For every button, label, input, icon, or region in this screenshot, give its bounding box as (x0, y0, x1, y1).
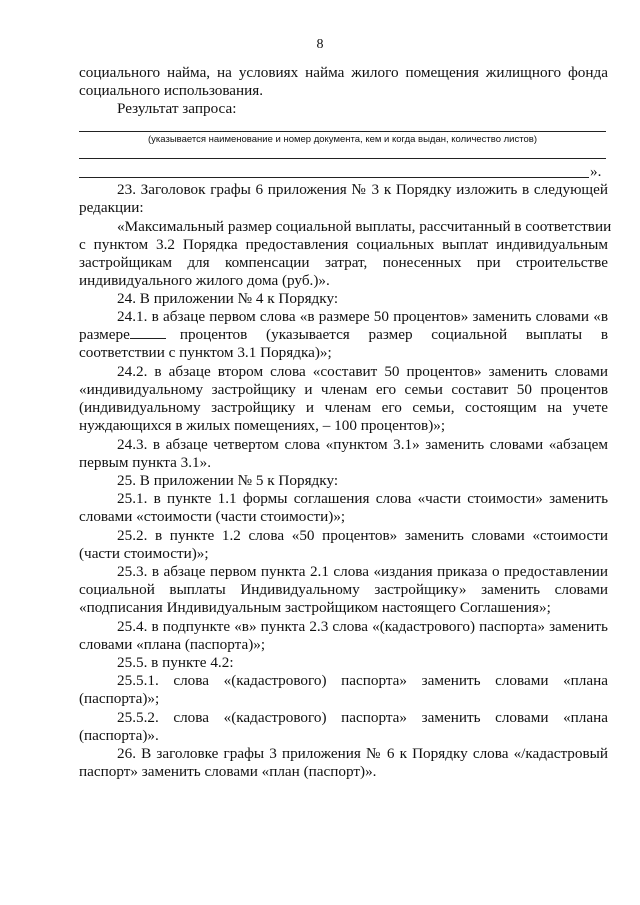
paragraph-25-5-1: 25.5.1. слова «(кадастрового) паспорта» заменить словами «плана (117, 672, 608, 689)
quote-line: с пунктом 3.2 Порядка предоставления социальных выплат индивидуальным (79, 236, 608, 253)
text-line: нуждающихся в жилых помещениях, – 100 процентов)»; (79, 417, 446, 434)
paragraph-24: 24. В приложении № 4 к Порядку: (117, 290, 339, 307)
paragraph-24-3: 24.3. в абзаце четвертом слова «пунктом 3.1» заменить словами «абзацем (117, 436, 608, 453)
quote-line: «Максимальный размер социальной выплаты, рассчитанный в соответствии (117, 218, 612, 235)
paragraph-24-2: 24.2. в абзаце втором слова «составит 50 процентов» заменить словами (117, 363, 608, 380)
paragraph-25-1: 25.1. в пункте 1.1 формы соглашения слова «части стоимости» заменить (117, 490, 608, 507)
paragraph-25: 25. В приложении № 5 к Порядку: (117, 472, 339, 489)
text-line: (паспорта)»; (79, 690, 160, 707)
blank-rule (79, 131, 606, 132)
blank-field (130, 326, 166, 339)
paragraph-23: 23. Заголовок графы 6 приложения № 3 к Порядку изложить в следующей (117, 181, 608, 198)
blank-rule (79, 158, 606, 159)
text-line: «подписания Индивидуальным застройщиком настоящего Соглашения»; (79, 599, 551, 616)
paragraph-25-4: 25.4. в подпункте «в» пункта 2.3 слова «(кадастрового) паспорта» заменить (117, 618, 608, 635)
text-line: «индивидуальному застройщику и членам его семьи составит 50 процентов (79, 381, 608, 398)
quote-line: застройщикам для компенсации затрат, понесенных при строительстве (79, 254, 608, 271)
closing-quote: ». (590, 163, 602, 180)
quote-line: индивидуального жилого дома (руб.)». (79, 272, 330, 289)
query-result-label: Результат запроса: (117, 100, 237, 117)
paragraph-25-5-2: 25.5.2. слова «(кадастрового) паспорта» заменить словами «плана (117, 709, 608, 726)
blank-rule (79, 177, 589, 178)
page-number: 8 (316, 37, 324, 52)
text-line: социального использования. (79, 82, 264, 99)
text-line: (паспорта)». (79, 727, 159, 744)
text-fragment: процентов (указывается размер социальной выплаты в (179, 326, 608, 343)
text-line: словами «плана (паспорта)»; (79, 636, 266, 653)
text-fragment: размере (79, 326, 130, 343)
text-line: редакции: (79, 199, 144, 216)
text-line: словами «стоимости (части стоимости)»; (79, 508, 346, 525)
paragraph-24-1: 24.1. в абзаце первом слова «в размере 50 процентов» заменить словами «в (117, 308, 608, 325)
text-line: (индивидуальному застройщику и членам его семьи, состоящим на учете (79, 399, 608, 416)
paragraph-25-3: 25.3. в абзаце первом пункта 2.1 слова «издания приказа о предоставлении (117, 563, 608, 580)
paragraph-26: 26. В заголовке графы 3 приложения № 6 к Порядку слова «/кадастровый (117, 745, 608, 762)
text-line-with-blank (79, 326, 608, 344)
text-line: первым пункта 3.1». (79, 454, 212, 471)
text-line: (части стоимости)»; (79, 545, 209, 562)
text-line: соответствии с пунктом 3.1 Порядка)»; (79, 344, 332, 361)
text-line: паспорт» заменить словами «план (паспорт)». (79, 763, 377, 780)
text-line: социального найма, на условиях найма жилого помещения жилищного фонда (79, 64, 608, 81)
paragraph-25-2: 25.2. в пункте 1.2 слова «50 процентов» заменить словами «стоимости (117, 527, 608, 544)
paragraph-25-5: 25.5. в пункте 4.2: (117, 654, 234, 671)
text-line: социальной выплаты Индивидуальному застройщику» заменить словами (79, 581, 608, 598)
field-note: (указывается наименование и номер документа, кем и когда выдан, количество листов) (148, 134, 537, 145)
